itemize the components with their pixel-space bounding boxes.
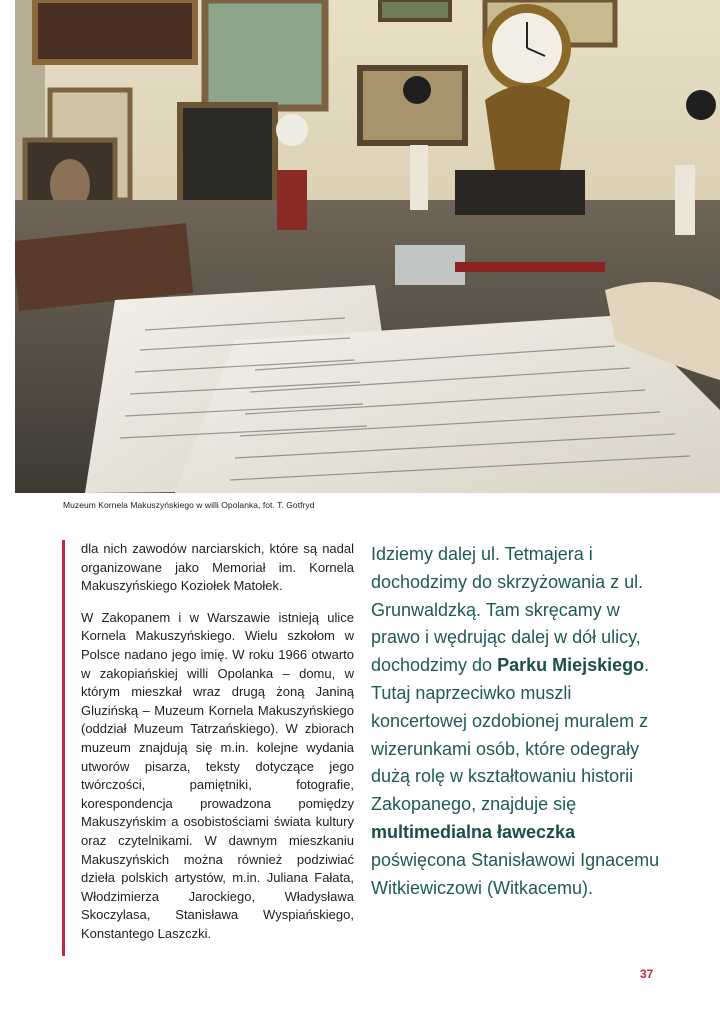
highlight-text: . Tutaj naprzeciwko muszli koncertowej ozdobionej muralem z wizerunkami osób, które odegrały dużą rolę w kształtowaniu historii Zakopanego, znajduje się: [371, 655, 650, 815]
page-number: 37: [640, 967, 654, 981]
highlight-text: poświęcona Stanisławowi Ignacemu Witkiewiczowi (Witkacemu).: [371, 849, 660, 898]
park-name: Parku Miejskiego: [497, 655, 645, 676]
highlight-text-column: [371, 541, 671, 902]
paragraph: dla nich zawodów narciarskich, które są nadal organizowane jako Memoriał im. Kornela Makuszyńskiego Koziołek Matołek.: [81, 541, 354, 594]
paragraph: W Zakopanem i w Warszawie istnieją ulice Kornela Makuszyńskiego. Wielu szkołom w Polsce nadano jego imię. W roku 1966 otwarto w zakopiańskiej willi Opolanka – domu, w którym mieszkał wraz drugą żoną Janiną Gluzińską – Muzeum Kornela Makuszyńskiego (oddział Muzeum Tatrzańskiego). W zbiorach muzeum znajdują się m.in. kolejne wydania utworów pisarza, teksty dotyczące jego twórczości, pamiętniki, fotografie, korespondencja prowadzona pomiędzy Makuszyńskim a osobistościami świata kultury oraz czytelnikami. W dawnym mieszkaniu Makuszyńskich można również podziwiać dzieła polskich artystów, m.in. Juliana Fałata, Włodzimierza Jarockiego, Władysława Skoczylasa, Stanisława Wyspiańskiego, Konstantego Laszczki.: [81, 609, 354, 941]
museum-photo: [15, 0, 720, 493]
photo-caption: Muzeum Kornela Makuszyńskiego w willi Opolanka, fot. T. Gotfryd: [63, 500, 315, 510]
left-text-column: [62, 540, 354, 956]
highlight-text: Idziemy dalej ul. Tetmajera i dochodzimy do skrzyżowania z ul. Grunwaldzką. Tam skręcamy w prawo i wędrując dalej w dół ulicy, dochodzimy do: [371, 544, 644, 676]
bench-name: multimedialna ławeczka: [371, 821, 576, 842]
